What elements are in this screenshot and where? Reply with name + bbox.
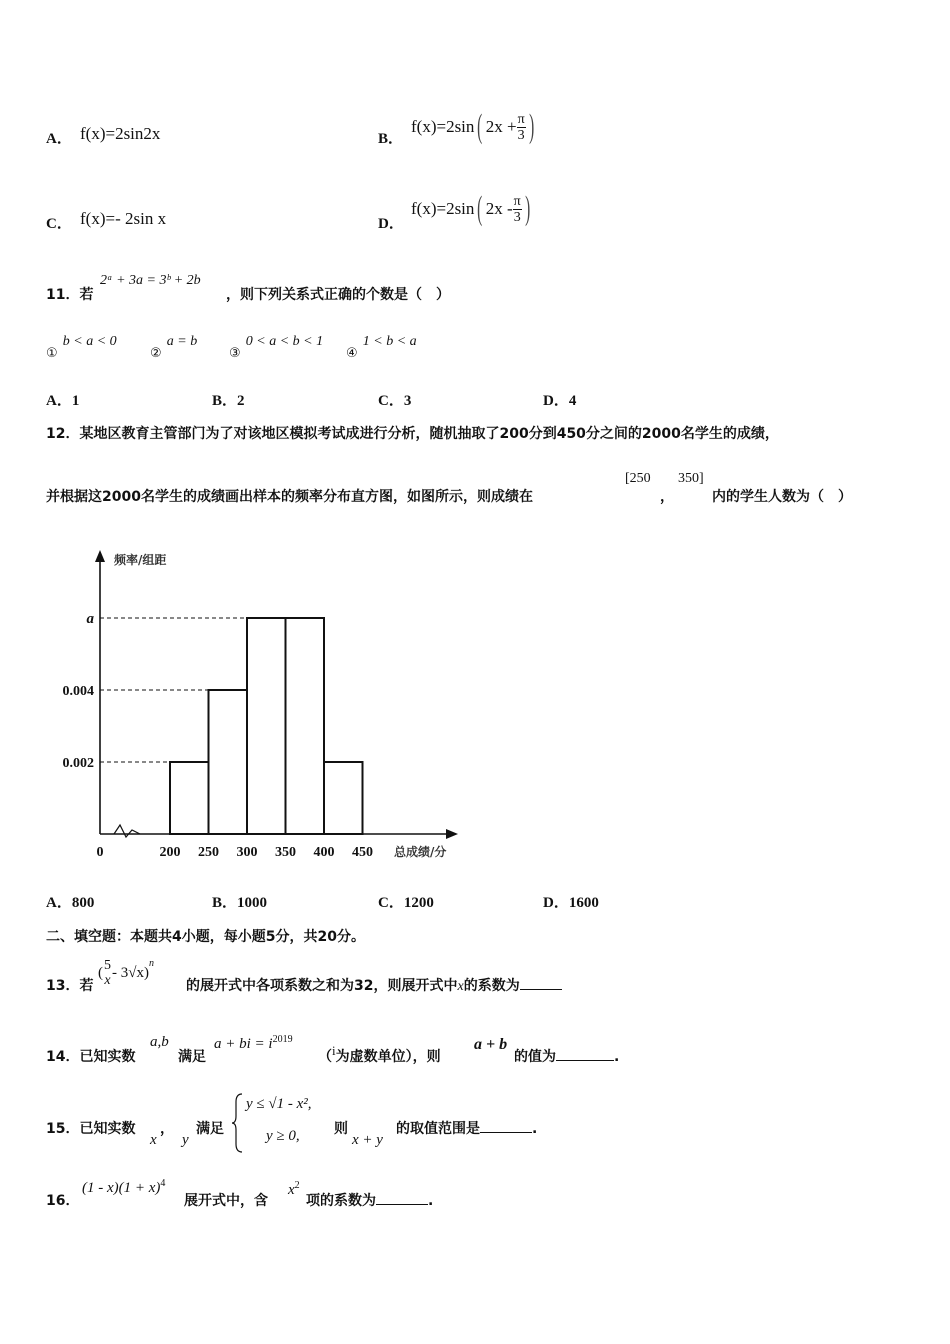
- q12-line2-a: 并根据这2000名学生的成绩画出样本的频率分布直方图，如图所示，则成绩在: [46, 489, 533, 505]
- left-paren-icon: (: [477, 108, 483, 145]
- x-tick-label: 0: [96, 845, 104, 860]
- left-paren-icon: (: [477, 190, 483, 227]
- q13-number: 13．若: [46, 978, 94, 994]
- x-tick-label: 250: [198, 845, 219, 860]
- q14-paren: （i为虚数单位），则: [318, 1043, 441, 1065]
- q15-text1: 满足: [196, 1121, 224, 1137]
- y-tick-label: a: [86, 611, 94, 627]
- left-brace-icon: [232, 1092, 244, 1154]
- q15-text2: 则: [334, 1121, 348, 1137]
- q15-answer-blank[interactable]: [480, 1118, 532, 1133]
- q15-var-y: y: [182, 1132, 189, 1148]
- q12-comma: ，: [660, 489, 674, 505]
- right-paren-icon: ): [524, 190, 530, 227]
- q12-line1: 12．某地区教育主管部门为了对该地区模拟考试成进行分析，随机抽取了200分到450分之间的2000名学生的成绩，: [46, 426, 779, 442]
- y-tick-label: 0.004: [62, 684, 94, 699]
- q11-statement-4: $_④$ 1 < b < a: [346, 334, 417, 361]
- q11-statement-3: $_③$ 0 < a < b < 1: [229, 334, 324, 361]
- q13-text: 的展开式中各项系数之和为32，则展开式中x的系数为: [186, 975, 562, 995]
- option-d-expression: [411, 186, 533, 232]
- q11-number: 11．若: [46, 287, 94, 303]
- q12-option-a: A．800: [46, 895, 95, 911]
- x-tick-label: 400: [313, 845, 335, 860]
- x-tick-label: 350: [275, 845, 296, 860]
- q15-sum: x + y: [352, 1132, 383, 1148]
- q15-condition-2: y ≥ 0,: [266, 1128, 300, 1144]
- option-d-prefix: f(x)=2sin: [411, 199, 475, 218]
- q15-var-x: x: [150, 1132, 157, 1148]
- q12-line2-b: 内的学生人数为（ ）: [712, 489, 852, 505]
- q14-sum: a + b: [474, 1036, 508, 1053]
- q16-number: 16．: [46, 1193, 80, 1209]
- option-b-expression: [411, 104, 537, 150]
- q15-number: 15．已知实数: [46, 1121, 136, 1137]
- right-paren-icon: ): [528, 108, 534, 145]
- q14-number: 14．已知实数: [46, 1049, 136, 1065]
- option-b-label: B．: [378, 131, 404, 147]
- q11-question: ，则下列关系式正确的个数是（ ）: [226, 287, 450, 303]
- q14-equation: a + bi = $i^{2019}$: [214, 1034, 293, 1052]
- x-tick-label: 450: [352, 845, 373, 860]
- option-b-inner: 2x +: [485, 117, 517, 136]
- q11-option-c: C．3: [378, 393, 412, 409]
- option-b-prefix: f(x)=2sin: [411, 117, 475, 136]
- frequency-histogram: [40, 540, 470, 870]
- q11-option-d: D．4: [543, 393, 577, 409]
- q16-text2: 项的系数为 .: [306, 1190, 433, 1210]
- q14-text1: 满足: [178, 1049, 206, 1065]
- histogram-bar: [247, 618, 286, 834]
- option-a-expression: f(x)=2sin2x: [80, 124, 161, 143]
- q13-expression: ( 5 x - 3√x) n: [98, 958, 154, 988]
- q16-answer-blank[interactable]: [376, 1190, 428, 1205]
- x-tick-label: 200: [159, 845, 181, 860]
- histogram-bar: [170, 762, 209, 834]
- y-axis-label: 频率/组距: [114, 553, 167, 567]
- q11-option-a: A．1: [46, 393, 80, 409]
- option-d-label: D．: [378, 216, 404, 232]
- q11-statement-1: $_①$ b < a < 0: [46, 334, 117, 361]
- q16-term: $x^2$: [288, 1180, 300, 1198]
- q13-answer-blank[interactable]: [520, 975, 562, 990]
- x-axis-arrow-icon: [446, 829, 458, 839]
- histogram-bar: [286, 618, 325, 834]
- q11-statement-2: $_②$ a = b: [150, 334, 198, 361]
- q14-text2: 的值为 .: [514, 1046, 619, 1066]
- q12-interval-left: [250: [625, 471, 651, 486]
- q12-option-c: C．1200: [378, 895, 434, 911]
- q14-answer-blank[interactable]: [556, 1046, 614, 1061]
- y-axis-arrow-icon: [95, 550, 105, 562]
- q15-text3: 的取值范围是 .: [396, 1118, 537, 1138]
- q16-text1: 展开式中，含: [184, 1193, 268, 1209]
- x-axis-label: 总成绩/分: [394, 845, 447, 859]
- y-tick-label: 0.002: [62, 756, 94, 771]
- q12-interval-right: 350]: [678, 471, 704, 486]
- option-c-expression: f(x)=- 2sin x: [80, 209, 167, 228]
- histogram-bar: [209, 690, 248, 834]
- option-d-fraction: $\frac{\pi}{3}$: [513, 193, 521, 225]
- q15-comma: ，: [160, 1121, 174, 1137]
- option-d-inner: 2x -: [485, 199, 513, 218]
- q15-condition-1: y ≤ √1 - x²,: [246, 1096, 312, 1112]
- q11-option-b: B．2: [212, 393, 245, 409]
- option-a-label: A．: [46, 131, 72, 147]
- axis-break-icon: [114, 825, 140, 837]
- q16-expression: $(1 - x)(1 + x)^4$: [82, 1178, 166, 1196]
- q14-vars: a,b: [150, 1034, 169, 1050]
- q12-option-b: B．1000: [212, 895, 268, 911]
- q12-option-d: D．1600: [543, 895, 599, 911]
- option-b-fraction: $\frac{\pi}{3}$: [517, 111, 525, 143]
- histogram-bar: [324, 762, 363, 834]
- q11-equation: 2ᵃ + 3a = 3ᵇ + 2b: [100, 273, 201, 288]
- q13-fraction: 5 x: [104, 958, 111, 988]
- x-tick-label: 300: [236, 845, 258, 860]
- option-c-label: C．: [46, 216, 72, 232]
- section-heading: 二、填空题：本题共4小题，每小题5分，共20分。: [46, 929, 365, 945]
